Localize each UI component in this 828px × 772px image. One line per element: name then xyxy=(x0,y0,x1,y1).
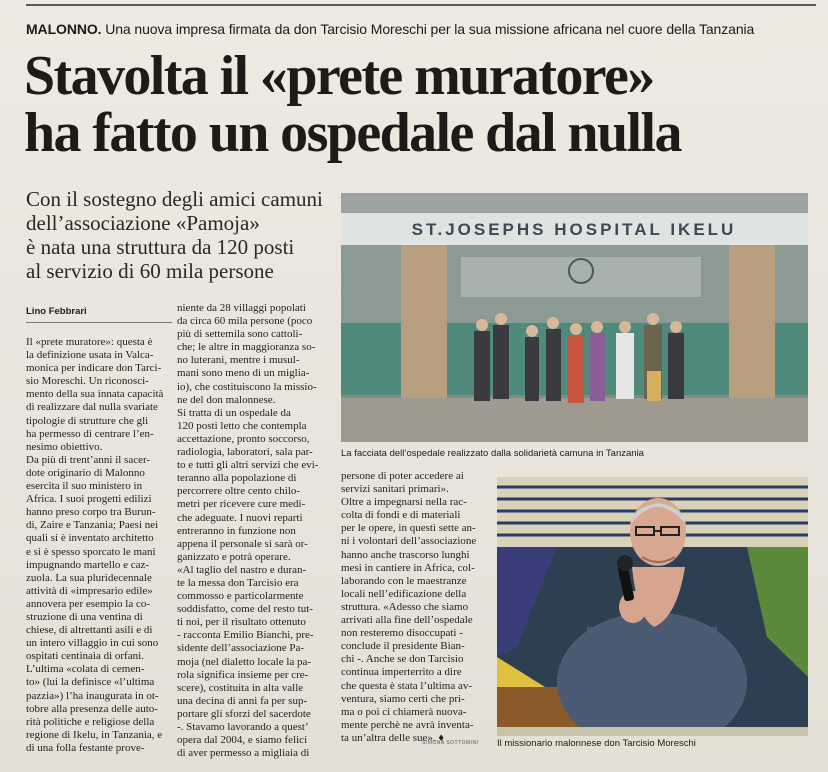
headline xyxy=(24,45,814,164)
article-line: attività di «impresario edile» xyxy=(26,584,153,597)
article-line: 120 posti letto che contempla xyxy=(177,419,307,432)
article-line: laborando con le maestranze xyxy=(341,574,467,587)
article-line: ne del don malonnese. xyxy=(177,393,276,406)
article-line: ospitati centinaia di orfani. xyxy=(26,650,144,663)
article-line: Si tratta di un ospedale da xyxy=(177,406,291,419)
article-line: conclude il presidente Bian- xyxy=(341,640,465,653)
article-line: un intero villaggio in cui sono xyxy=(26,637,159,650)
article-line: commosso e particolarmente xyxy=(177,590,304,603)
article-line: di, Zaire e Tanzania; Paesi nei xyxy=(26,519,159,532)
article-line: per le opere, in questi sette an- xyxy=(341,522,476,535)
article-line: hanno preso corpo tra Burun- xyxy=(26,506,156,519)
article-line: dote originario di Malonno xyxy=(26,466,145,479)
article-line: hanno anche trascorso lunghi xyxy=(341,548,470,561)
article-line: appena il personale si sarà or- xyxy=(177,537,308,550)
article-line: non resteremo disoccupati - xyxy=(341,627,463,640)
article-line: chiese, di altrettanti asili e di xyxy=(26,624,153,637)
article-line: accettazione, pronto soccorso, xyxy=(177,432,310,445)
article-line: sidente dell’associazione Pa- xyxy=(177,642,305,655)
article-line: mento della sua innata capacità xyxy=(26,388,164,401)
priest-photo xyxy=(497,477,808,736)
article-line: Da più di trent’anni il sacer- xyxy=(26,453,151,466)
article-line: arrivati alla fine dell’ospedale xyxy=(341,614,473,627)
article-line: zuola. La sua pluridecennale xyxy=(26,571,152,584)
subheadline xyxy=(26,187,336,283)
article-line: ti noi, per il risultato ottenuto xyxy=(177,616,306,629)
article-line: di aver permesso a migliaia di xyxy=(177,747,310,760)
article-line: rola significa insieme per cre- xyxy=(177,668,309,681)
article-line: ni i volontari dell’associazione xyxy=(341,535,477,548)
article-line: «Al taglio del nastro e duran- xyxy=(177,563,307,576)
article-line: niente da 28 villaggi popolati xyxy=(177,302,306,314)
article-line: to e tutti gli altri servizi che evi- xyxy=(177,459,319,472)
article-line: nesimo obiettivo. xyxy=(26,440,103,453)
article-line: chi -. Anche se don Tarcisio xyxy=(341,653,464,666)
hospital-sign-text: ST.JOSEPHS HOSPITAL IKELU xyxy=(411,220,737,239)
article-line: la definizione usata in Valca- xyxy=(26,349,154,362)
subhead-line: al servizio di 60 mila persone xyxy=(26,259,274,283)
article-line: te la messa don Tarcisio era xyxy=(177,576,299,589)
article-line: ma o poi ci chiamerà nuova- xyxy=(341,705,467,718)
article-line: mani sono meno di un miglia- xyxy=(177,367,310,380)
article-line: no luterani, mentre i musul- xyxy=(177,354,300,367)
article-line: scere), costituita in alta valle xyxy=(177,681,304,694)
article-line: ganizzato e potrà operare. xyxy=(177,550,291,563)
photo-caption-priest: Il missionario malonnese don Tarcisio Moreschi xyxy=(497,738,696,749)
article-line: esercita il suo ministero in xyxy=(26,480,143,493)
article-column-2 xyxy=(177,302,335,760)
priest-photo-image xyxy=(497,477,808,736)
article-line: struzione di una ventina di xyxy=(26,610,143,623)
article-line: servizi sanitari primari». xyxy=(341,483,449,496)
hospital-photo xyxy=(341,193,808,442)
article-line: entreranno in funzione non xyxy=(177,524,296,537)
headline-line-1: Stavolta il «prete muratore» xyxy=(24,45,654,107)
byline: Lino Febbrari xyxy=(26,306,87,317)
subhead-line: Con il sostegno degli amici camuni xyxy=(26,187,323,211)
article-line: più di settemila sono cattoli- xyxy=(177,328,303,341)
kicker-place: MALONNO. xyxy=(26,21,102,37)
article-line: teranno alla popolazione di xyxy=(177,472,297,485)
photo-caption-hospital: La facciata dell’ospedale realizzato dalla solidarietà camuna in Tanzania xyxy=(341,448,644,459)
article-line: opera dal 2004, e siamo felici xyxy=(177,734,308,747)
article-line: soddisfatto, come del resto tut- xyxy=(177,603,313,616)
article-line: continua imperterrito a dire xyxy=(341,666,462,679)
article-line: -. Stavamo lavorando a quest’ xyxy=(177,721,309,733)
article-line: rità politiche e religiose della xyxy=(26,715,155,728)
article-line: che; le altre in maggioranza so- xyxy=(177,341,316,354)
article-line: quali si è inventato architetto xyxy=(26,532,154,545)
article-line: Il «prete muratore»: questa è xyxy=(26,336,153,348)
article-line: Africa. I suoi progetti edilizi xyxy=(26,493,152,506)
article-line: una decina di anni fa per sup- xyxy=(177,694,308,707)
headline-line-2: ha fatto un ospedale dal nulla xyxy=(24,102,681,164)
article-line: impugnando martello e caz- xyxy=(26,558,150,571)
article-line: metri per ricevere cure medi- xyxy=(177,498,306,511)
article-line: mesi in cantiere in Africa, col- xyxy=(341,561,475,574)
article-line: to» (lui la definisce «l’ultima xyxy=(26,676,155,689)
article-line: colta di fondi e di materiali xyxy=(341,509,461,522)
article-line: di una folla festante prove- xyxy=(26,741,145,754)
article-line: - racconta Emilio Bianchi, pre- xyxy=(177,629,314,642)
subhead-line: dell’associazione «Pamoja» xyxy=(26,211,260,235)
article-line: tobre alla presenza delle auto- xyxy=(26,702,158,715)
article-line: ha permesso di centrare l’en- xyxy=(26,427,154,440)
article-line: che questa è stata l’ultima av- xyxy=(341,679,473,692)
article-line: di realizzare dal nulla svariate xyxy=(26,401,158,414)
article-line: annovera per esempio la co- xyxy=(26,597,150,610)
byline-rule xyxy=(26,322,172,323)
article-line: pazzia») l’ha inaugurata in ot- xyxy=(26,689,159,702)
top-rule xyxy=(26,4,816,16)
article-column-1 xyxy=(26,336,172,755)
article-line: regione di Ikelu, in Tanzania, e xyxy=(26,728,163,741)
article-line: Oltre a impegnarsi nella rac- xyxy=(341,496,467,509)
article-line: che adeguate. I nuovi reparti xyxy=(177,511,303,524)
article-line: ventura, siamo certi che pri- xyxy=(341,692,465,705)
article-line: struttura. «Adesso che siamo xyxy=(341,600,469,613)
article-line: e si è spesso sporcato le mani xyxy=(26,545,156,558)
article-line: ta un’altra delle sue». ♦ xyxy=(341,731,445,744)
article-line: sio Moreschi. Un riconosci- xyxy=(26,375,149,388)
article-line: locali nell’edificazione della xyxy=(341,587,467,600)
article-column-3 xyxy=(341,470,493,745)
subhead-line: è nata una struttura da 120 posti xyxy=(26,235,295,259)
hospital-photo-image xyxy=(341,193,808,442)
kicker-text: Una nuova impresa firmata da don Tarcisio Moreschi per la sua missione africana nel cuore della Tanzania xyxy=(101,21,755,37)
article-line: da circa 60 mila persone (poco xyxy=(177,315,313,328)
article-line: mente perchè ne avrà inventa- xyxy=(341,718,474,731)
article-line: tipologie di strutture che gli xyxy=(26,414,149,427)
article-line: monica per indicare don Tarci- xyxy=(26,362,162,375)
article-line: L’ultima «colata di cemen- xyxy=(26,663,145,676)
article-line: portare gli sforzi del sacerdote xyxy=(177,707,311,720)
article-line: moja (nel dialetto locale la pa- xyxy=(177,655,312,668)
article-line: persone di poter accedere ai xyxy=(341,470,464,482)
article-line: radiologia, laboratori, sala par- xyxy=(177,446,313,459)
kicker xyxy=(26,21,816,37)
article-line: percorrere oltre cento chilo- xyxy=(177,485,301,498)
photo-credit: SIMONA SOTTOMINI xyxy=(422,740,479,746)
article-line: io), che costituiscono la missio- xyxy=(177,380,317,393)
